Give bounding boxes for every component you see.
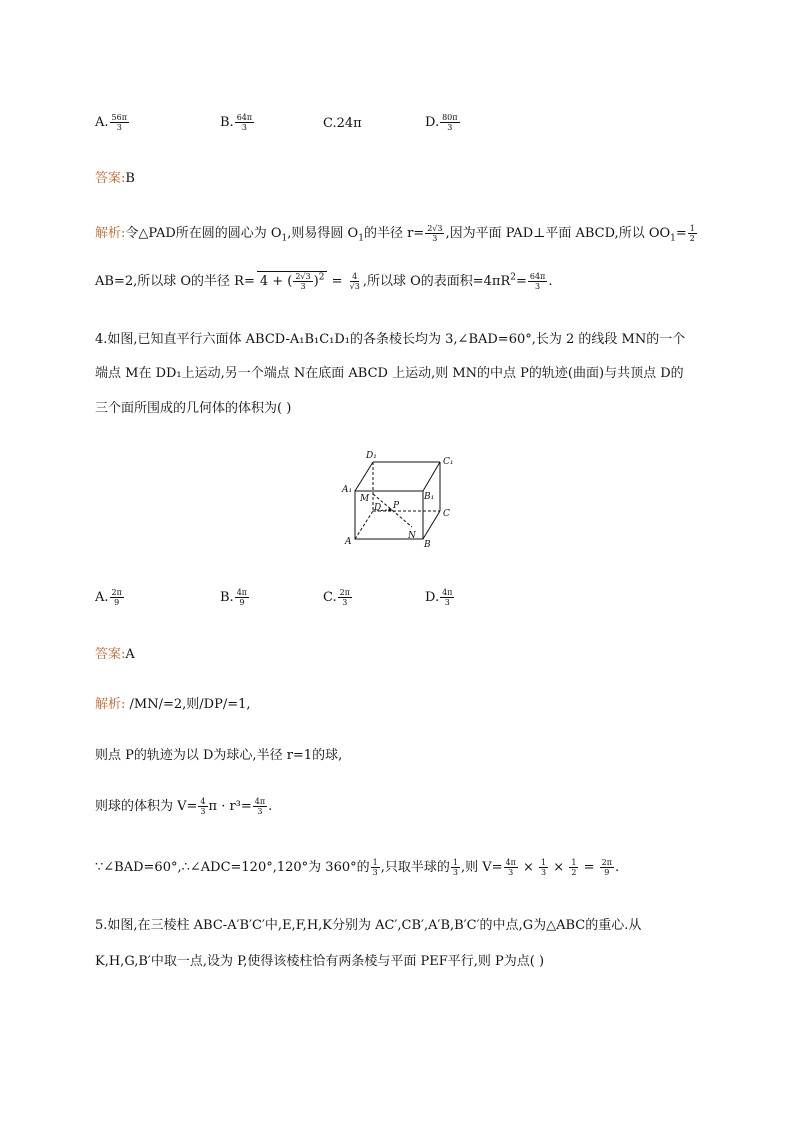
label-p: P [393, 501, 400, 511]
q3-option-a: A. $\frac{56\pi}{3}$ [95, 113, 127, 132]
label-d1: D₁ [366, 451, 377, 461]
label-c: C [443, 509, 450, 519]
q4-analysis-line2: 则点 P的轨迹为以 D为球心,半径 r=1的球, [95, 748, 343, 763]
label-a1: A₁ [342, 485, 353, 495]
q3-option-c: C.24π [323, 116, 362, 131]
q5-stem-line2: K,H,G,B′中取一点,设为 P,使得该棱柱恰有两条棱与平面 PEF平行,则 P为点( ) [95, 954, 545, 969]
q4-option-d: D. $\frac{4\pi}{3}$ [425, 588, 453, 607]
label-b: B [424, 540, 431, 550]
q4-option-a: A. $\frac{2\pi}{9}$ [95, 588, 122, 607]
q3-answer: 答案:B [95, 171, 135, 186]
label-m: M [360, 494, 370, 504]
q4-analysis-line1: 解析: /MN/=2,则/DP/=1, [95, 697, 251, 712]
q3-analysis-line1: 解析:令△PAD所在圆的圆心为 $O_1$,则易得圆 $O_1$的半径 r= $\frac{2√3}{3}$ ,因为平面 PAD⊥平面 ABCD,所以 $OO_1=$ $\frac{1}{2}$ [95, 224, 695, 244]
label-b1: B₁ [424, 492, 435, 502]
q5-stem-line1: 5.如图,在三棱柱 ABC-A′B′C′中,E,F,H,K分别为 AC′,CB′,A′B,B′C′的中点,G为△ABC的重心.从 [95, 918, 642, 933]
sqrt-expression: 4 + ( $\frac{2√3}{3}$ )$^2$ [257, 271, 328, 291]
q3-analysis-line2: AB=2,所以球 O的半径 R= 4 + ( $\frac{2√3}{3}$ )$^2$ = $\frac{4}{√3}$ ,所以球 O的表面积$=4\pi R^2=$ $\frac{64\pi}{3}$ . [95, 272, 553, 291]
q3-option-b: B. $\frac{64\pi}{3}$ [220, 113, 253, 132]
q4-stem-line2: 端点 M在 DD₁上运动,另一个端点 N在底面 ABCD 上运动,则 MN的中点 P的轨迹(曲面)与共顶点 D的 [95, 366, 684, 381]
label-n: N [408, 531, 416, 541]
label-c1: C₁ [443, 457, 454, 467]
label-a: A [345, 537, 352, 547]
q4-analysis-line3: 则球的体积为 V= $\frac{4}{3}$ π · r³= $\frac{4\pi}{3}$ . [95, 797, 273, 816]
point-p [388, 508, 391, 511]
label-d: D [374, 503, 382, 513]
parallelepiped-figure [330, 442, 460, 554]
q4-stem-line3: 三个面所围成的几何体的体积为( ) [95, 401, 292, 416]
q4-analysis-line4: ∵∠BAD=60°,∴∠ADC=120°,120°为 360°的 $\frac{1}{3}$ ,只取半球的 $\frac{1}{3}$ ,则 V= $\frac{4\pi}{3}$ × $\frac{1}{3}$ × $\frac{1}{2}$ = $\frac{2\pi}{9}$ . [95, 858, 620, 877]
q4-option-b: B. $\frac{4\pi}{9}$ [220, 588, 248, 607]
q4-option-c: C. $\frac{2\pi}{3}$ [323, 588, 350, 607]
q4-answer: 答案:A [95, 647, 135, 662]
q4-stem-line1: 4.如图,已知直平行六面体 ABCD-A₁B₁C₁D₁的各条棱长均为 3,∠BAD=60°,长为 2 的线段 MN的一个 [95, 332, 686, 347]
q3-option-d: D. $\frac{80\pi}{3}$ [425, 113, 458, 132]
